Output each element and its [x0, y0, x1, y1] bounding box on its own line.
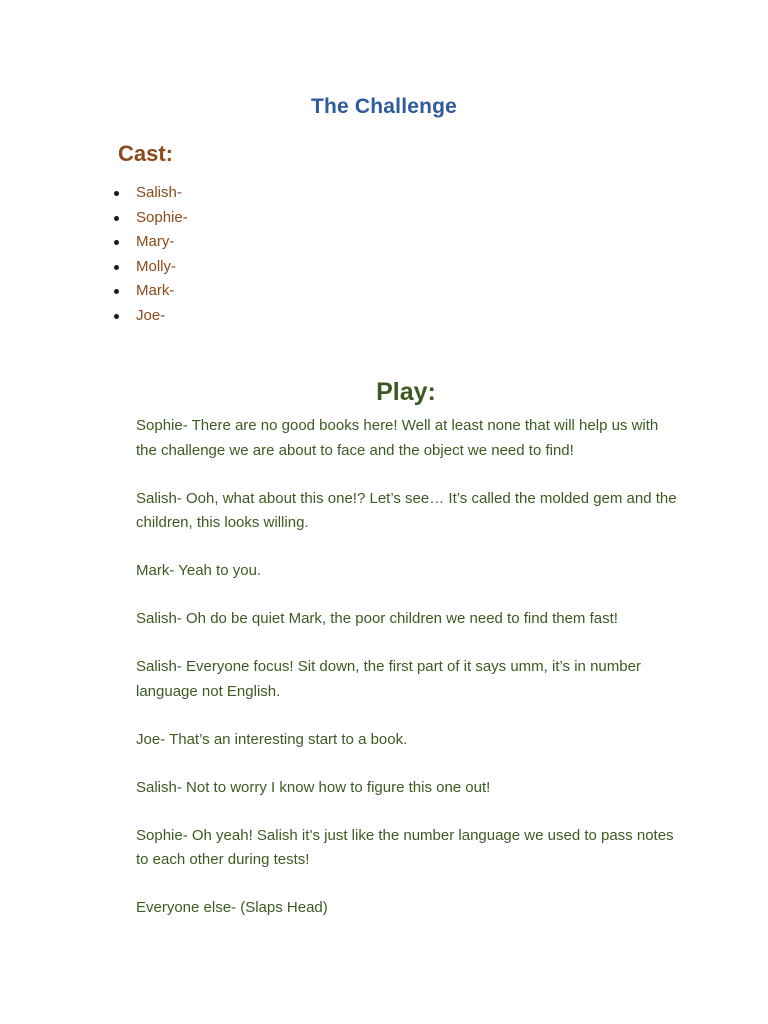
- script-line: Mark- Yeah to you.: [136, 562, 262, 579]
- cast-member-name: Sophie-: [136, 208, 188, 226]
- cast-member-name: Mary-: [136, 233, 175, 251]
- script-line: Salish- Oh do be quiet Mark, the poor children we need to find them fast!: [136, 610, 618, 627]
- script-line: Joe- That’s an interesting start to a book.: [136, 730, 408, 748]
- play-heading: Play:: [376, 378, 436, 406]
- script-line: Sophie- Oh yeah! Salish it’s just like the number language we used to pass notes to each other during tests!: [136, 826, 674, 868]
- cast-list-item: [112, 181, 188, 206]
- bullet-icon: [114, 240, 119, 245]
- cast-member-name: Joe-: [136, 306, 166, 324]
- cast-list-item: [112, 304, 188, 329]
- cast-member-name: Molly-: [136, 257, 176, 275]
- cast-list-item: [112, 230, 188, 255]
- bullet-icon: [114, 216, 119, 221]
- script-line: Salish- Everyone focus! Sit down, the first part of it says umm, it’s in number language not English.: [136, 658, 641, 700]
- bullet-icon: [114, 289, 119, 294]
- cast-list-item: [112, 255, 188, 280]
- script-line: Salish- Ooh, what about this one!? Let’s see… It’s called the molded gem and the children, this looks willing.: [136, 489, 677, 531]
- cast-heading: Cast:: [118, 141, 174, 166]
- cast-list-item: [112, 279, 188, 304]
- bullet-icon: [114, 314, 119, 319]
- play-script: [136, 414, 681, 944]
- bullet-icon: [114, 265, 119, 270]
- cast-list-item: [112, 206, 188, 231]
- script-line: Salish- Not to worry I know how to figure this one out!: [136, 778, 491, 796]
- cast-list: [112, 181, 188, 329]
- document-title: The Challenge: [310, 95, 458, 118]
- cast-member-name: Salish-: [136, 184, 182, 201]
- script-line: Everyone else- (Slaps Head): [136, 899, 328, 916]
- cast-member-name: Mark-: [136, 282, 175, 300]
- bullet-icon: [114, 191, 119, 196]
- script-line: Sophie- There are no good books here! Well at least none that will help us with the challenge we are about to face and the object we need to find!: [136, 417, 659, 459]
